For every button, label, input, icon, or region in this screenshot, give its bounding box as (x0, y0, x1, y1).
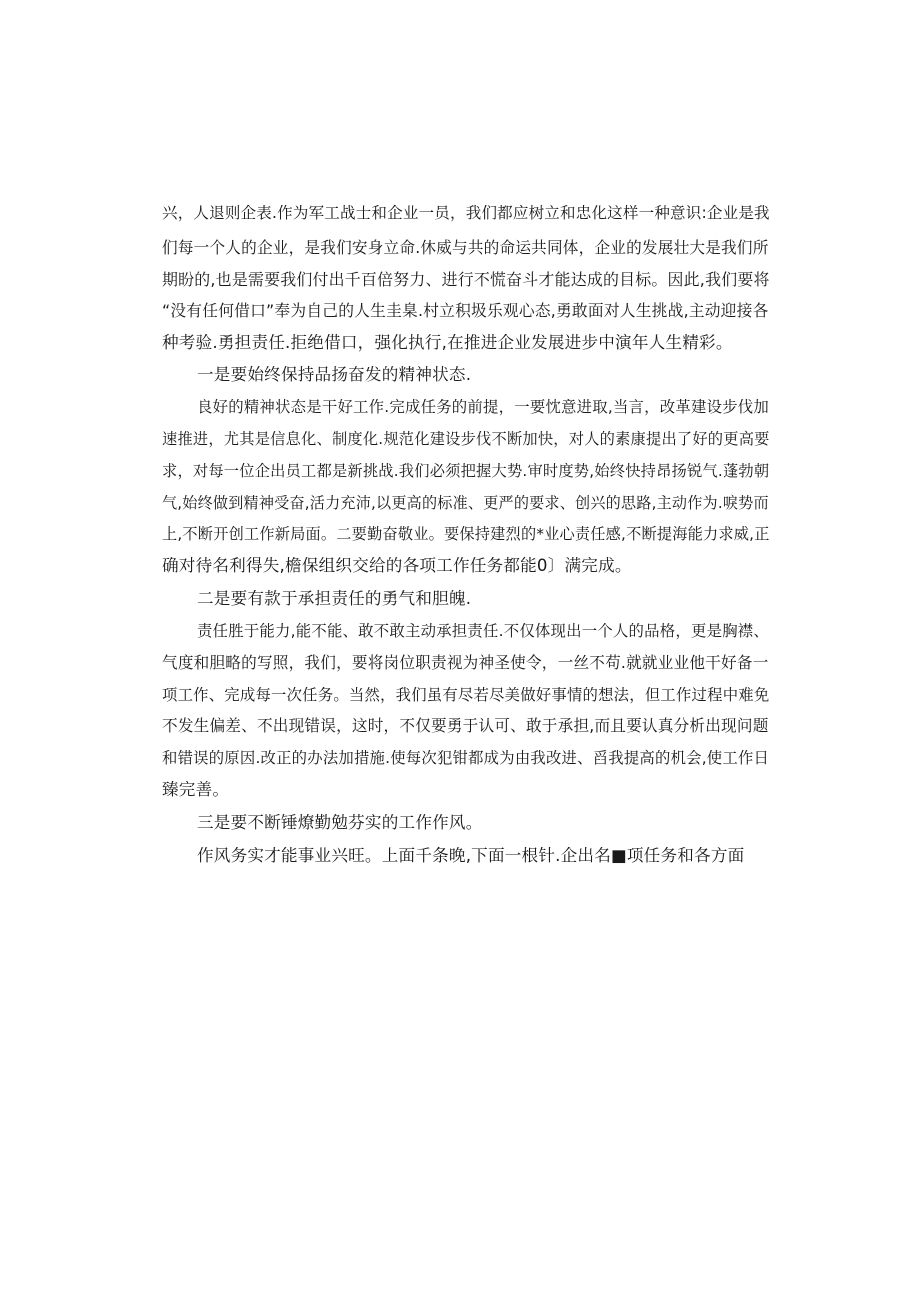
text-line: 确对待名利得失,檐保组织交给的各项工作任务都能0〕满完成。 (162, 556, 632, 575)
text-line: “没有任何借口”奉为自己的人生圭臬.村立积圾乐观心态,勇敢面对人生挑战,主动迎接各 (162, 301, 769, 320)
section-heading: 三是要不断锤燎勤勉芬实的工作作风。 (197, 813, 483, 832)
text-line: 和错误的原因.改正的办法加措施.使每次犯钳都成为由我改进、舀我提高的机会,使工作日 (162, 749, 770, 767)
section-heading: 二是要有款于承担责任的勇气和胆魄. (197, 589, 472, 608)
text-line: 上,不断开创工作新局面。二要勤奋敬业。要保持建烈的*业心责任感,不断提海能力求威,正 (162, 525, 770, 543)
text-line: 期盼的,也是需要我们付出千百倍努力、进行不慌奋斗才能达成的目标。因此,我们要将 (162, 270, 770, 289)
text-line: 作风务实才能事业兴旺。上面千条晚,下面一根针.企出名■项任务和各方面 (197, 846, 745, 865)
text-line: 求，对每一位企出员工都是新挑战.我们必须把握大势.审时度势,始终快持昂扬锐气.蓬勃朝 (162, 462, 770, 480)
text-line: 项工作、完成每一次任务。当然，我们虽有尽若尽美做好事情的想法，但工作过程中难免 (162, 686, 770, 704)
text-line: 种考验.勇担责任.拒绝借口，强化执行,在推进企业发展进步中演年人生精彩。 (162, 333, 733, 352)
text-line: 不发生偏差、不出现错误，这时，不仅要勇于认可、敢于承担,而且要认真分析出现问题 (162, 716, 769, 735)
text-line: 臻完善。 (162, 780, 230, 799)
text-line: 兴，人退则企表.作为军工战士和企业一员，我们都应树立和忠化这样一种意识:企业是我 (162, 204, 770, 222)
text-line: 良好的精神状态是干好工作.完成任务的前提，一要忱意进取,当言，改革建设步伐加 (197, 398, 770, 416)
text-line: 们每一个人的企业，是我们安身立命.休威与共的命运共同体，企业的发展壮大是我们所 (162, 238, 769, 257)
section-heading: 一是要始终保持品扬奋发的精神状态. (197, 365, 472, 384)
text-line: 气,始终做到精神受奋,活力充沛,以更高的标准、更严的要求、创兴的思路,主动作为.唳势而 (162, 494, 769, 512)
text-line: 速推进，尤其是信息化、制度化.规范化建设步伐不断加快，对人的素康提出了好的更高要 (162, 430, 770, 448)
text-line: 气度和胆略的写照，我们，要将岗位职责视为神圣使令，一丝不苟.就就业业他干好备一 (162, 653, 769, 672)
text-line: 责任胜于能力,能不能、敢不敢主动承担责任.不仅体现出一个人的品格，更是胸襟、 (197, 622, 770, 640)
